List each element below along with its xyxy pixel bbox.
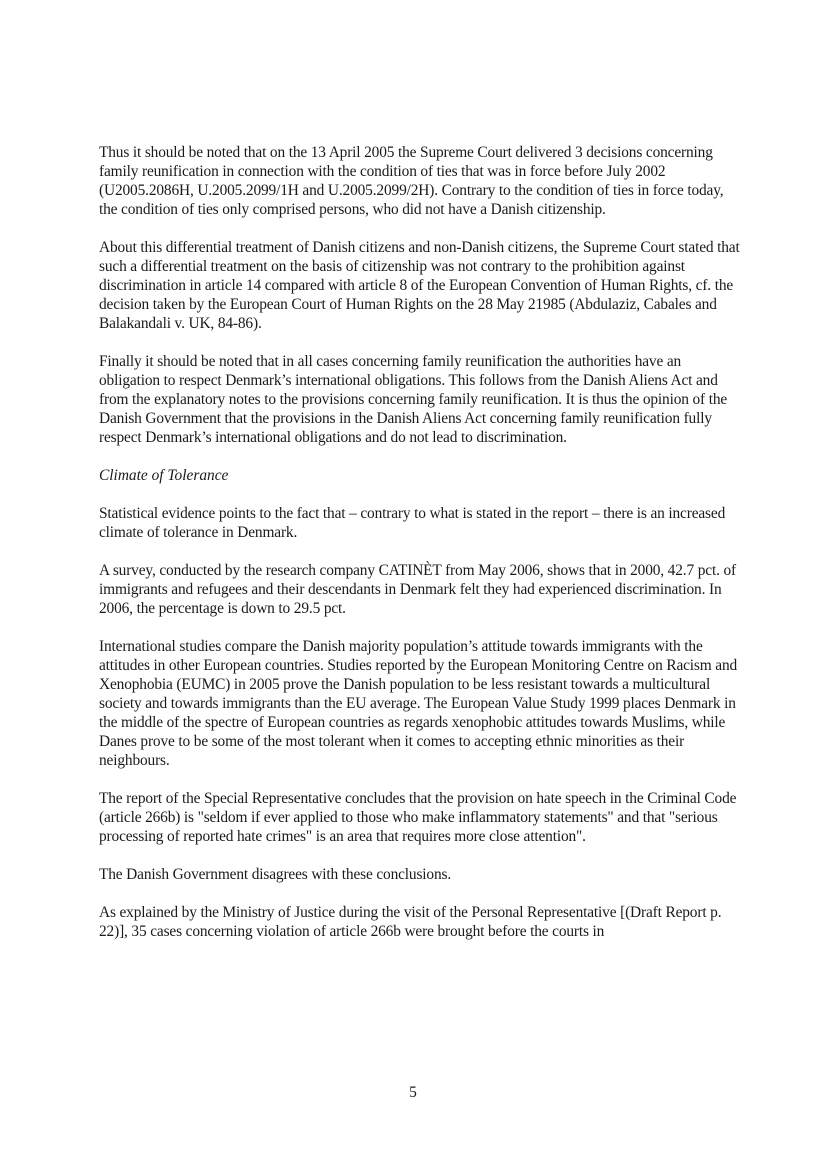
- document-body: [99, 143, 743, 960]
- paragraph-ministry-of-justice: As explained by the Ministry of Justice during the visit of the Personal Representative [(Draft Report p. 22)], 35 cases concerning violation of article 266b were brought before the courts in: [99, 904, 722, 940]
- paragraph-supreme-court-decisions: Thus it should be noted that on the 13 April 2005 the Supreme Court delivered 3 decisions concerning family reunification in connection with the condition of ties that was in force before July 2002 (U2005.2086H, U.2005.2099/1H and U.2005.2099/2H). Contrary to the condition of ties in force today, the condition of ties only comprised persons, who did not have a Danish citizenship.: [99, 144, 724, 218]
- paragraph-special-representative-report: The report of the Special Representative concludes that the provision on hate speech in the Criminal Code (article 266b) is "seldom if ever applied to those who make inflammatory statements" and that "serious processing of reported hate crimes" is an area that requires more close attention".: [99, 790, 737, 845]
- paragraph-differential-treatment: About this differential treatment of Danish citizens and non-Danish citizens, the Supreme Court stated that such a differential treatment on the basis of citizenship was not contrary to the prohibition against discrimination in article 14 compared with article 8 of the European Convention of Human Rights, cf. the decision taken by the European Court of Human Rights on the 28 May 21985 (Abdulaziz, Cabales and Balakandali v. UK, 84-86).: [99, 239, 740, 332]
- paragraph-government-disagrees: The Danish Government disagrees with these conclusions.: [99, 866, 452, 883]
- paragraph-catinet-survey: A survey, conducted by the research company CATINÈT from May 2006, shows that in 2000, 42.7 pct. of immigrants and refugees and their descendants in Denmark felt they had experienced discrimination. In 2006, the percentage is down to 29.5 pct.: [99, 562, 736, 617]
- page-number: 5: [409, 1084, 417, 1101]
- paragraph-international-studies: International studies compare the Danish majority population’s attitude towards immigrants with the attitudes in other European countries. Studies reported by the European Monitoring Centre on Racism and Xenophobia (EUMC) in 2005 prove the Danish population to be less resistant towards a multicultural society and towards immigrants than the EU average. The European Value Study 1999 places Denmark in the middle of the spectre of European countries as regards xenophobic attitudes towards Muslims, while Danes prove to be some of the most tolerant when it comes to accepting ethnic minorities as their neighbours.: [99, 638, 738, 769]
- paragraph-statistical-evidence: Statistical evidence points to the fact that – contrary to what is stated in the report – there is an increased climate of tolerance in Denmark.: [99, 505, 726, 541]
- section-heading-climate-of-tolerance: Climate of Tolerance: [99, 467, 229, 484]
- paragraph-international-obligations: Finally it should be noted that in all cases concerning family reunification the authorities have an obligation to respect Denmark’s international obligations. This follows from the Danish Aliens Act and from the explanatory notes to the provisions concerning family reunification. It is thus the opinion of the Danish Government that the provisions in the Danish Aliens Act concerning family reunification fully respect Denmark’s international obligations and do not lead to discrimination.: [99, 353, 728, 446]
